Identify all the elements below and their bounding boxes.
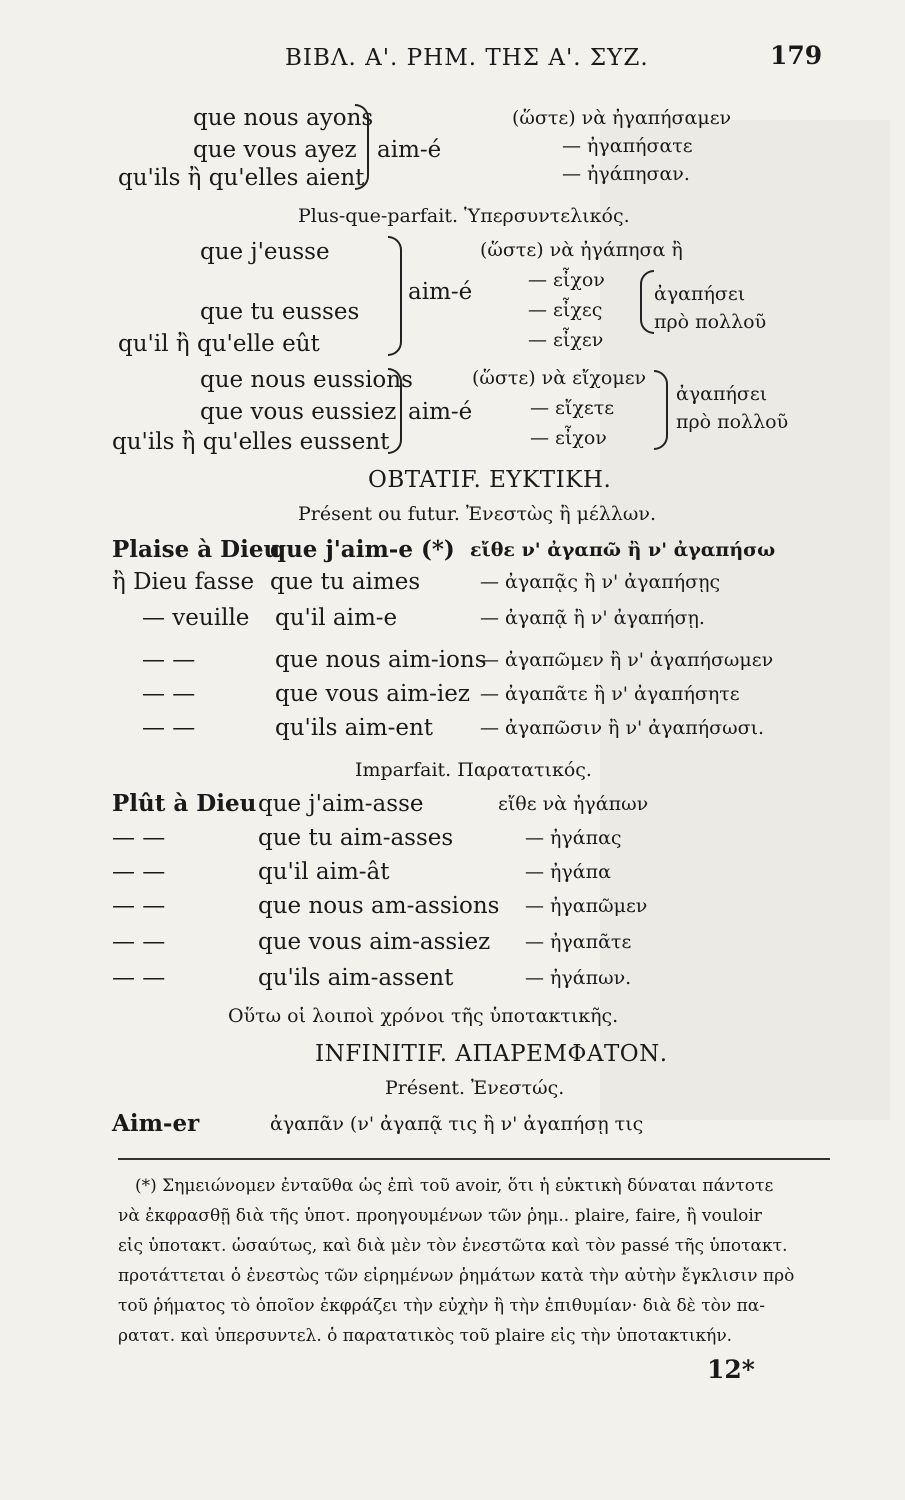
gr-line: — εἶχον [530,427,607,449]
brace [388,236,402,356]
fr-line: qu'il ἢ qu'elle eût [118,331,320,357]
opt-gr: — ἀγαπᾷ ἢ ν' ἀγαπήσῃ. [480,607,705,629]
opt-fr: qu'il aim-e [275,605,398,631]
footnote-line: τοῦ ῥήματος τὸ ὁποῖον ἐκφράζει τὴν εὐχὴν ἢ τὴν ἐπιθυμίαν· διὰ δὲ τὸν πα- [118,1296,765,1316]
opt-fr: que nous am-assions [258,893,500,919]
signature-mark: 12* [707,1355,755,1384]
gr-line: — εἶχες [528,299,603,321]
gr-line: ἀγαπήσει [676,383,768,405]
opt-lead: — — [142,681,196,707]
brace [388,368,402,454]
fr-line: que tu eusses [200,299,360,325]
fr-line: que nous eussions [200,367,413,393]
footnote-line: προτάττεται ὁ ἐνεστὼς τῶν εἰρημένων ῥημάτων κατὰ τὴν αὐτὴν ἔγκλισιν πρὸ [118,1266,795,1286]
page-number: 179 [770,41,823,70]
opt-fr: qu'il aim-ât [258,859,390,885]
opt-lead: — — [112,893,166,919]
section-heading: OBTATIF. ΕΥΚΤΙΚΗ. [368,467,612,493]
opt-fr: que vous aim-assiez [258,929,491,955]
opt-lead: — — [112,825,166,851]
brace [355,104,369,190]
section-heading: Plus-que-parfait. Ὑπερσυντελικός. [298,205,630,227]
opt-gr: — ἠγάπων. [525,967,632,989]
opt-lead: — — [112,859,166,885]
stem-label: aim-é [408,279,473,305]
running-title: ΒΙΒΛ. Α'. ΡΗΜ. ΤΗΣ Α'. ΣΥΖ. [285,45,649,71]
gr-line: ἀγαπήσει [654,283,746,305]
opt-gr: εἴθε νὰ ἠγάπων [498,793,649,815]
fr-line: qu'ils ἢ qu'elles aient [118,165,365,191]
brace [640,270,654,334]
footnote-line: νὰ ἐκφρασθῇ διὰ τῆς ὑποτ. προηγουμένων τῶν ῥημ.. plaire, faire, ἢ vouloir [118,1206,762,1226]
opt-gr: — ἠγάπας [525,827,622,849]
gr-line: (ὥστε) νὰ ἠγάπησα ἢ [480,239,683,261]
footnote-line: ρατατ. καὶ ὑπερσυντελ. ὁ παρατατικὸς τοῦ plaire εἰς τὴν ὑποτακτικήν. [118,1326,733,1346]
opt-lead: Plaise à Dieu [112,536,281,563]
gr-line: — εἶχον [528,269,605,291]
opt-fr: qu'ils aim-assent [258,965,454,991]
opt-lead: — — [112,929,166,955]
opt-lead: Plût à Dieu [112,790,257,817]
fr-line: que vous eussiez [200,399,397,425]
section-heading: INFINITIF. ΑΠΑΡΕΜΦΑΤΟΝ. [315,1041,668,1067]
stem-label: aim-é [408,399,473,425]
footnote-line: εἰς ὑποτακτ. ὡσαύτως, καὶ διὰ μὲν τὸν ἐνεστῶτα καὶ τὸν passé τῆς ὑποτακτ. [118,1236,788,1256]
fr-line: que j'eusse [200,239,330,265]
opt-fr: qu'ils aim-ent [275,715,434,741]
opt-lead: — — [142,715,196,741]
opt-lead: — — [112,965,166,991]
opt-fr: que tu aimes [270,569,421,595]
opt-gr: — ἠγάπα [525,861,611,883]
stem-label: aim-é [377,137,442,163]
opt-gr: — ἀγαπῶμεν ἢ ν' ἀγαπήσωμεν [480,649,774,671]
fr-line: qu'ils ἢ qu'elles eussent [112,429,390,455]
opt-gr: — ἀγαπᾶτε ἢ ν' ἀγαπήσητε [480,683,740,705]
fr-line: que vous ayez [193,137,357,163]
opt-lead: — — [142,647,196,673]
gr-line: πρὸ πολλοῦ [654,311,767,333]
gr-line: — εἴχετε [530,397,615,419]
gr-line: (ὥστε) νὰ ἠγαπήσαμεν [512,107,732,129]
subsection-heading: Présent. Ἐνεστώς. [385,1077,565,1099]
opt-gr: εἴθε ν' ἀγαπῶ ἢ ν' ἀγαπήσω [470,539,776,561]
opt-fr: que j'aim-e (*) [270,536,455,563]
brace [654,370,668,450]
opt-lead: — veuille [142,605,250,631]
gr-line: — ἠγάπησαν. [562,163,690,185]
gr-line: — εἶχεν [528,329,604,351]
subsection-heading: Présent ou futur. Ἐνεστὼς ἢ μέλλων. [298,503,656,525]
closing-line: Οὕτω οἱ λοιποὶ χρόνοι τῆς ὑποτακτικῆς. [228,1005,619,1027]
opt-gr: — ἠγαπᾶτε [525,931,632,953]
opt-fr: que tu aim-asses [258,825,454,851]
opt-lead: ἢ Dieu fasse [112,569,255,595]
footnote-line: (*) Σημειώνομεν ἐνταῦθα ὡς ἐπὶ τοῦ avoir, ὅτι ἡ εὐκτικὴ δύναται πάντοτε [135,1176,774,1196]
opt-fr: que vous aim-iez [275,681,470,707]
opt-fr: que nous aim-ions [275,647,487,673]
opt-gr: — ἀγαπῶσιν ἢ ν' ἀγαπήσωσι. [480,717,765,739]
opt-fr: que j'aim-asse [258,791,424,817]
infinitive-fr: Aim-er [112,1110,200,1137]
gr-line: πρὸ πολλοῦ [676,411,789,433]
fr-line: que nous ayons [193,105,374,131]
infinitive-gr: ἀγαπᾶν (ν' ἀγαπᾷ τις ἢ ν' ἀγαπήσῃ τις [270,1113,644,1135]
footnote-rule [118,1158,830,1160]
opt-gr: — ἀγαπᾷς ἢ ν' ἀγαπήσῃς [480,571,721,593]
subsection-heading: Imparfait. Παρατατικός. [355,759,592,781]
gr-line: — ἠγαπήσατε [562,135,693,157]
opt-gr: — ἠγαπῶμεν [525,895,648,917]
gr-line: (ὥστε) νὰ εἴχομεν [472,367,647,389]
